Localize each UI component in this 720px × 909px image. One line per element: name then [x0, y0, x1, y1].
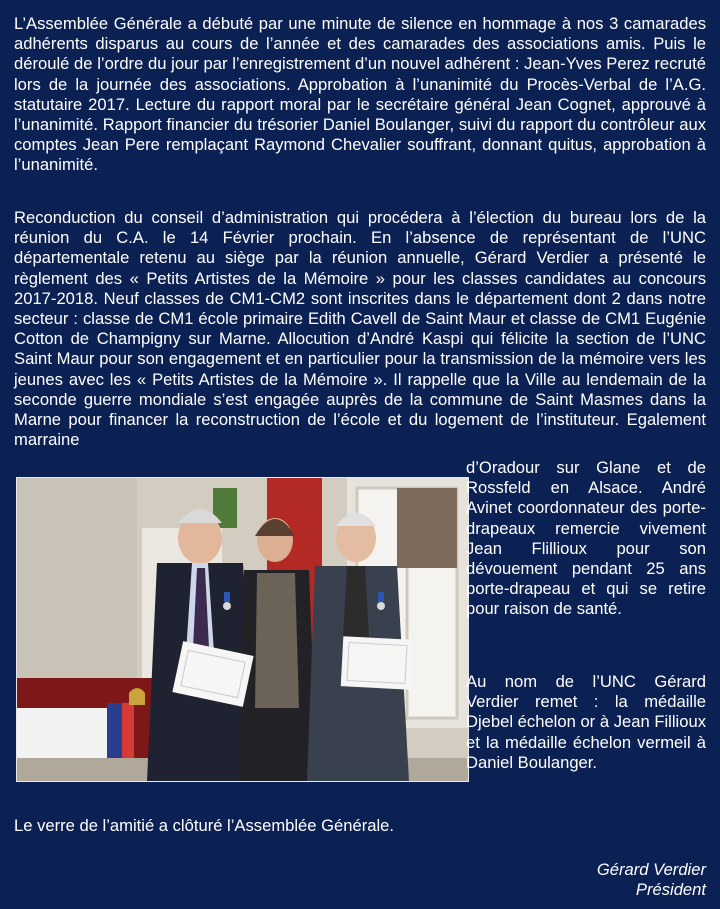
paragraph-board: Reconduction du conseil d’administration qui procédera à l’élection du bureau lors de la réunion du C.A. le 14 Février prochain. En l’absence de représentant de l’UNC départementale retenu au siège par la réunion annuelle, Gérard Verdier a présenté le règlement des « Petits Artistes de la Mémoire » pour les classes candidates au concours 2017-2018. Neuf classes de CM1-CM2 sont inscrites dans le département dont 2 dans notre secteur : classe de CM1 école primaire Edith Cavell de Saint Maur et classe de CM1 Eugénie Cotton de Champigny sur Marne. Allocution d’André Kaspi qui félicite la section de l’UNC Saint Maur pour son engagement et en particulier pour la transmission de la mémoire vers les jeunes avec les « Petits Artistes de la Mémoire ». Il rappelle que la Ville au lendemain de la seconde guerre mondiale s’est engagée auprès de la commune de Saint Masmes dans la Marne pour financer la reconstruction de l’école et du logement de l’instituteur. Egalement marraine — [14, 208, 706, 450]
signature — [597, 860, 706, 900]
paragraph-medals: Au nom de l’UNC Gérard Verdier remet : la médaille Djebel échelon or à Jean Fillioux et la médaille échelon vermeil à Daniel Boulanger. — [466, 672, 706, 772]
paragraph-flag-bearers: d’Oradour sur Glane et de Rossfeld en Alsace. André Avinet coordonnateur des porte-drapeaux remercie vivement Jean Flillioux pour son dévouement pendant 25 ans porte-drapeau et qui se retire pour raison de santé. — [466, 458, 706, 619]
paragraph-intro: L’Assemblée Générale a débuté par une minute de silence en hommage à nos 3 camarades adhérents disparus au cours de l’année et des camarades des associations amis. Puis le déroulé de l’ordre du jour par l’enregistrement d’un nouvel adhérent : Jean-Yves Perez recruté lors de la journée des associations. Approbation à l’unanimité du Procès-Verbal de l’A.G. statutaire 2017. Lecture du rapport moral par le secrétaire général Jean Cognet, approuvé à l’unanimité. Rapport financier du trésorier Daniel Boulanger, suivi du rapport du contrôleur aux comptes Jean Pere remplaçant Raymond Chevalier souffrant, donnant quitus, approbation à l’unanimité. — [14, 14, 706, 175]
signature-title: Président — [635, 880, 706, 900]
paragraph-closing: Le verre de l’amitié a clôturé l’Assemblée Générale. — [14, 816, 394, 835]
ceremony-photo — [16, 477, 469, 782]
signature-name: Gérard Verdier — [596, 860, 706, 879]
